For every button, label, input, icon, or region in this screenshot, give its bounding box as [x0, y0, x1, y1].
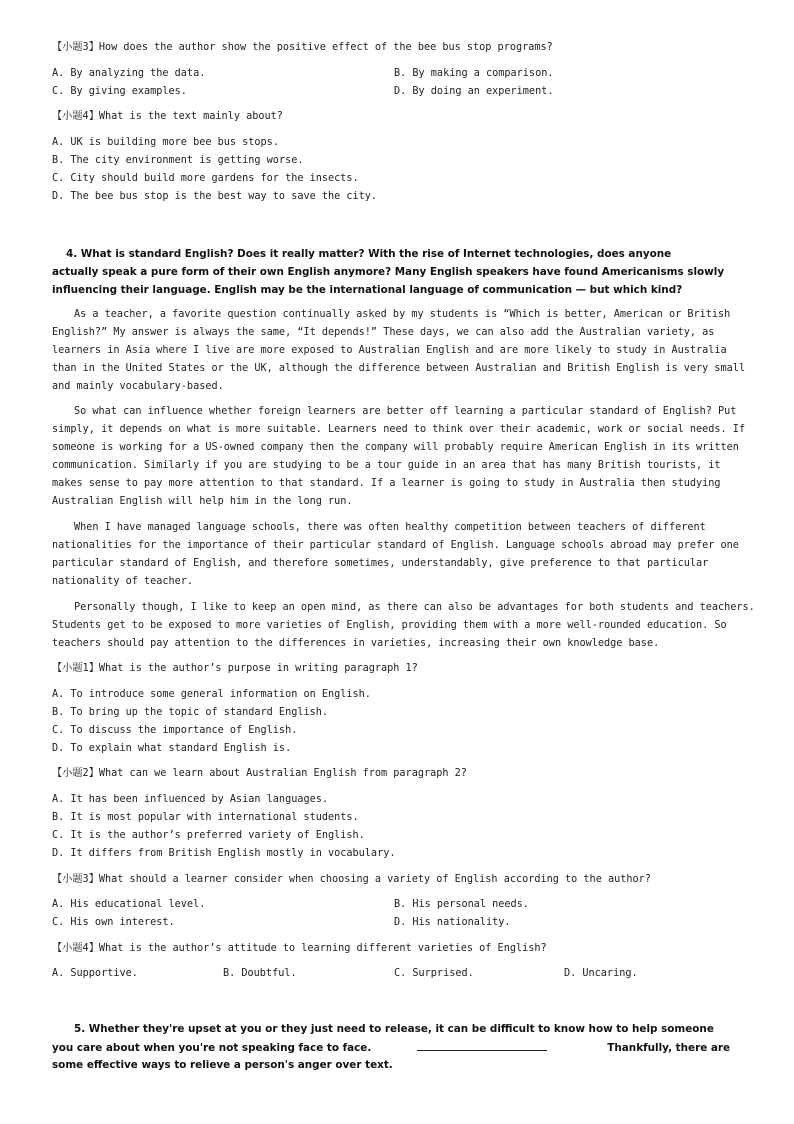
option-a: A. His educational level.: [52, 899, 206, 910]
passage5-text: Thankfully, there are: [607, 1042, 731, 1054]
paragraph-line: particular standard of English, and therefore sometimes, understandably, give preference to that particular: [52, 558, 709, 569]
question-text: What is the author’s purpose in writing paragraph 1?: [98, 663, 418, 674]
option-c: C. By giving examples.: [52, 86, 187, 97]
option-a: A. UK is building more bee bus stops.: [52, 137, 279, 148]
option-b: B. To bring up the topic of standard English.: [52, 707, 329, 718]
option-b: B. It is most popular with international students.: [52, 812, 359, 823]
paragraph-line: Students get to be exposed to more varieties of English, providing them with a more well-rounded education. So: [52, 620, 727, 631]
passage5-line: some effective ways to relieve a person's anger over text.: [52, 1059, 393, 1071]
question-line: [52, 873, 651, 887]
paragraph-line: When I have managed language schools, there was often healthy competition between teachers of different: [74, 522, 706, 533]
option-row: [52, 967, 638, 981]
question-line: [52, 662, 418, 676]
paragraph-line: simply, it depends on what is more suitable. Learners need to think over their academic, work or social needs. If: [52, 424, 746, 435]
question-line: [52, 767, 467, 781]
passage4-intro-line: actually speak a pure form of their own English anymore? Many English speakers have found Americanisms slowly: [52, 266, 725, 278]
option-c: C. To discuss the importance of English.: [52, 725, 298, 736]
passage4-intro-line: 4. What is standard English? Does it really matter? With the rise of Internet technologies, does anyone: [66, 248, 672, 260]
question-line: [52, 41, 553, 55]
question-text: What can we learn about Australian English from paragraph 2?: [98, 768, 467, 779]
question-text: What is the author’s attitude to learning different varieties of English?: [98, 943, 547, 954]
option-a: A. By analyzing the data.: [52, 68, 206, 79]
paragraph-line: Personally though, I like to keep an open mind, as there can also be advantages for both students and teachers.: [74, 602, 755, 613]
question-tag: 【小题3】: [52, 874, 99, 885]
option-a: A. Supportive.: [52, 968, 138, 979]
option-d: D. Uncaring.: [564, 968, 638, 979]
question-line: [52, 942, 547, 956]
paragraph-line: Australian English will help him in the long run.: [52, 496, 353, 507]
paragraph-line: teachers should pay attention to the differences in varieties, increasing their own knowledge base.: [52, 638, 660, 649]
paragraph-line: So what can influence whether foreign learners are better off learning a particular standard of English? Put: [74, 406, 737, 417]
question-tag: 【小题4】: [52, 943, 99, 954]
option-d: D. It differs from British English mostly in vocabulary.: [52, 848, 396, 859]
question-text: How does the author show the positive effect of the bee bus stop programs?: [98, 42, 553, 53]
paragraph-line: makes sense to pay more attention to that standard. If a learner is going to study in Australia then studying: [52, 478, 721, 489]
question-tag: 【小题3】: [52, 42, 99, 53]
option-d: D. The bee bus stop is the best way to save the city.: [52, 191, 378, 202]
passage4-intro-line: influencing their language. English may be the international language of communication — but which kind?: [52, 284, 683, 296]
question-text: What should a learner consider when choosing a variety of English according to the author?: [98, 874, 651, 885]
passage5-text: you care about when you're not speaking face to face.: [52, 1042, 372, 1054]
option-b: B. By making a comparison.: [394, 68, 554, 79]
option-d: D. To explain what standard English is.: [52, 743, 292, 754]
question-text: What is the text mainly about?: [98, 111, 283, 122]
option-b: B. His personal needs.: [394, 899, 529, 910]
question-tag: 【小题2】: [52, 768, 99, 779]
option-c: C. Surprised.: [394, 968, 474, 979]
question-tag: 【小题4】: [52, 111, 99, 122]
option-row: [52, 85, 554, 99]
option-b: B. Doubtful.: [223, 968, 297, 979]
passage5-line: 5. Whether they're upset at you or they just need to release, it can be difficult to know how to help someone: [74, 1023, 714, 1035]
option-row: [52, 916, 511, 930]
option-b: B. The city environment is getting worse.: [52, 155, 304, 166]
paragraph-line: and mainly vocabulary-based.: [52, 381, 224, 392]
option-c: C. City should build more gardens for the insects.: [52, 173, 359, 184]
paragraph-line: communication. Similarly if you are studying to be a tour guide in an area that has many British tourists, it: [52, 460, 721, 471]
answer-blank[interactable]: [417, 1040, 547, 1051]
paragraph-line: As a teacher, a favorite question continually asked by my students is “Which is better, American or British: [74, 309, 731, 320]
paragraph-line: someone is working for a US-owned company then the company will probably require American English in its written: [52, 442, 739, 453]
paragraph-line: than in the United States or the UK, although the difference between Australian and British English is very small: [52, 363, 746, 374]
option-d: D. His nationality.: [394, 917, 511, 928]
question-tag: 【小题1】: [52, 663, 99, 674]
option-c: C. His own interest.: [52, 917, 175, 928]
passage5-line: [52, 1040, 730, 1055]
option-row: [52, 67, 554, 81]
option-row: [52, 898, 529, 912]
option-d: D. By doing an experiment.: [394, 86, 554, 97]
paragraph-line: nationality of teacher.: [52, 576, 194, 587]
paragraph-line: nationalities for the importance of their particular standard of English. Language schools abroad may prefer one: [52, 540, 739, 551]
option-a: A. It has been influenced by Asian languages.: [52, 794, 329, 805]
option-c: C. It is the author’s preferred variety of English.: [52, 830, 365, 841]
option-a: A. To introduce some general information on English.: [52, 689, 371, 700]
paragraph-line: English?” My answer is always the same, “It depends!” These days, we can also add the Australian variety, as: [52, 327, 715, 338]
paragraph-line: learners in Asia where I live are more exposed to Australian English and are more likely to study in Australia: [52, 345, 727, 356]
question-line: [52, 110, 283, 124]
